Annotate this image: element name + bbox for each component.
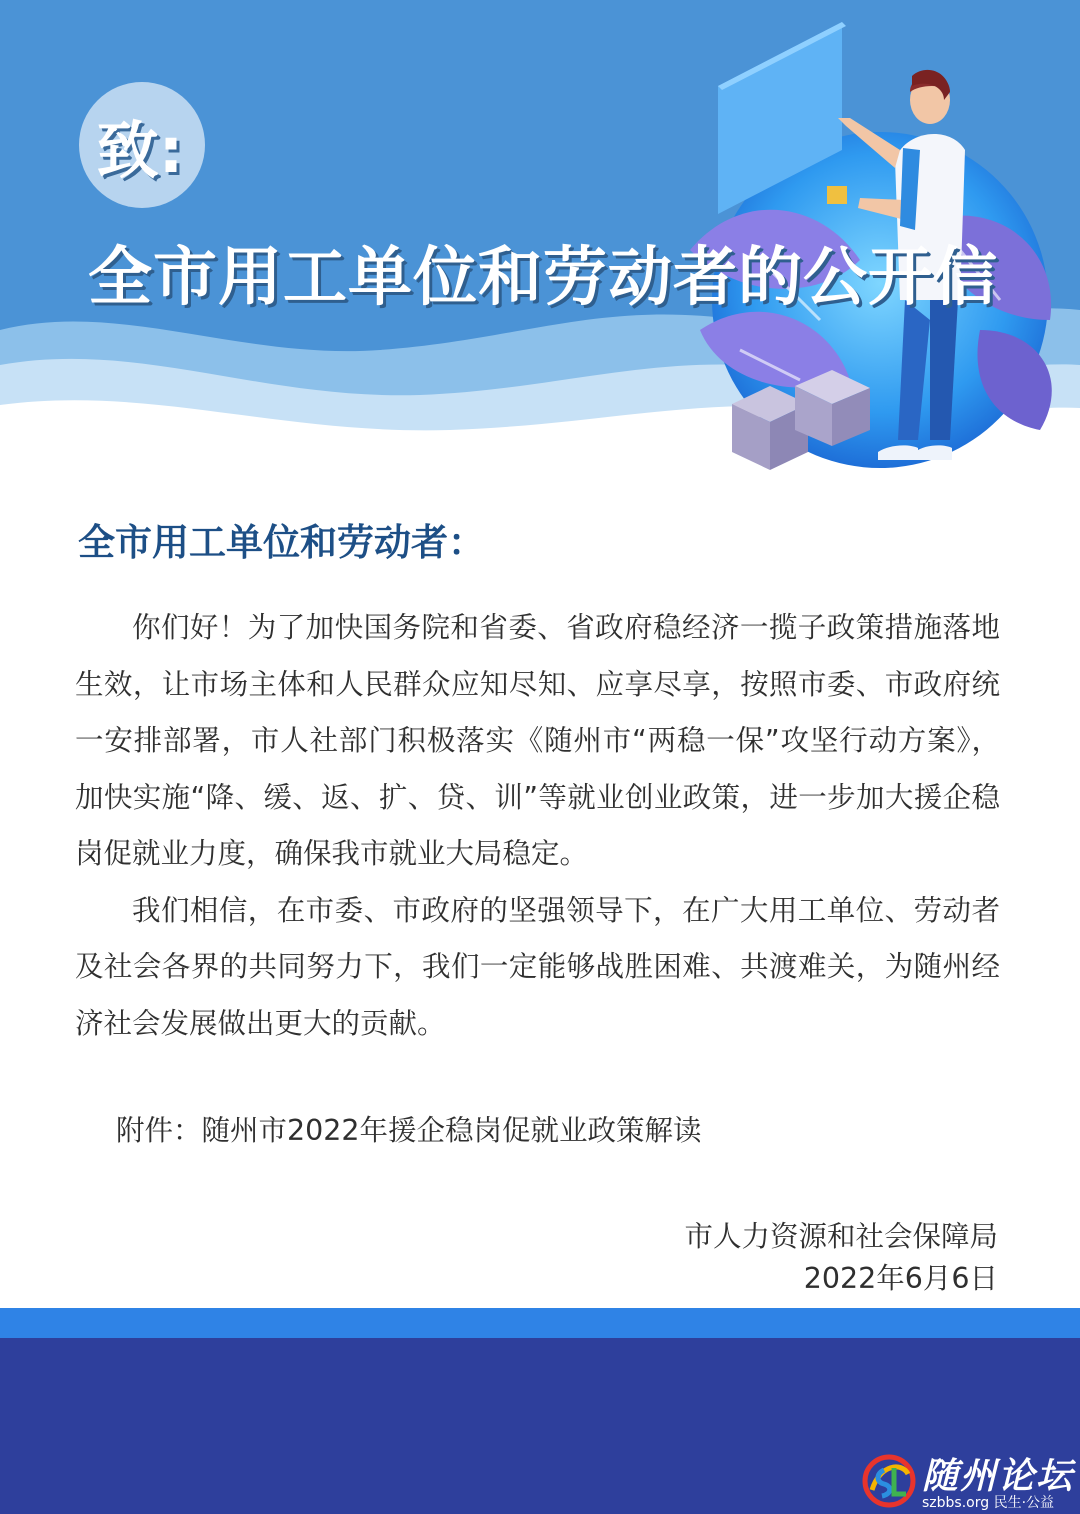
forum-logo-icon xyxy=(862,1454,916,1508)
letter-paragraph: 你们好！为了加快国务院和省委、省政府稳经济一揽子政策措施落地生效，让市场主体和人民群众应知尽知、应享尽享，按照市委、市政府统一安排部署，市人社部门积极落实《随州市“两稳一保”攻坚行动方案》，加快实施“降、缓、返、扩、贷、训”等就业创业政策，进一步加大援企稳岗促就业力度，确保我市就业大局稳定。 xyxy=(75,611,1000,870)
signature-block xyxy=(684,1216,998,1300)
watermark-subtitle: szbbs.org 民生·公益 xyxy=(922,1495,1055,1511)
watermark xyxy=(862,1450,1076,1512)
letter-salutation: 全市用工单位和劳动者： xyxy=(78,521,485,564)
letter-body xyxy=(75,600,1000,1052)
letter-paragraph: 我们相信，在市委、市政府的坚强领导下，在广大用工单位、劳动者及社会各界的共同努力下，我们一定能够战胜困难、共渡难关，为随州经济社会发展做出更大的贡献。 xyxy=(75,893,1000,1040)
signer-name: 市人力资源和社会保障局 xyxy=(684,1220,998,1253)
watermark-name: 随州论坛 xyxy=(922,1456,1075,1497)
page-title: 全市用工单位和劳动者的公开信 xyxy=(88,241,998,315)
attachment-note: 附件：随州市2022年援企稳岗促就业政策解读 xyxy=(116,1114,702,1147)
to-badge xyxy=(79,82,205,208)
to-label: 致: xyxy=(96,113,184,187)
header-banner xyxy=(0,0,1080,470)
footer-stripe xyxy=(0,1308,1080,1338)
letter-date: 2022年6月6日 xyxy=(803,1262,998,1295)
